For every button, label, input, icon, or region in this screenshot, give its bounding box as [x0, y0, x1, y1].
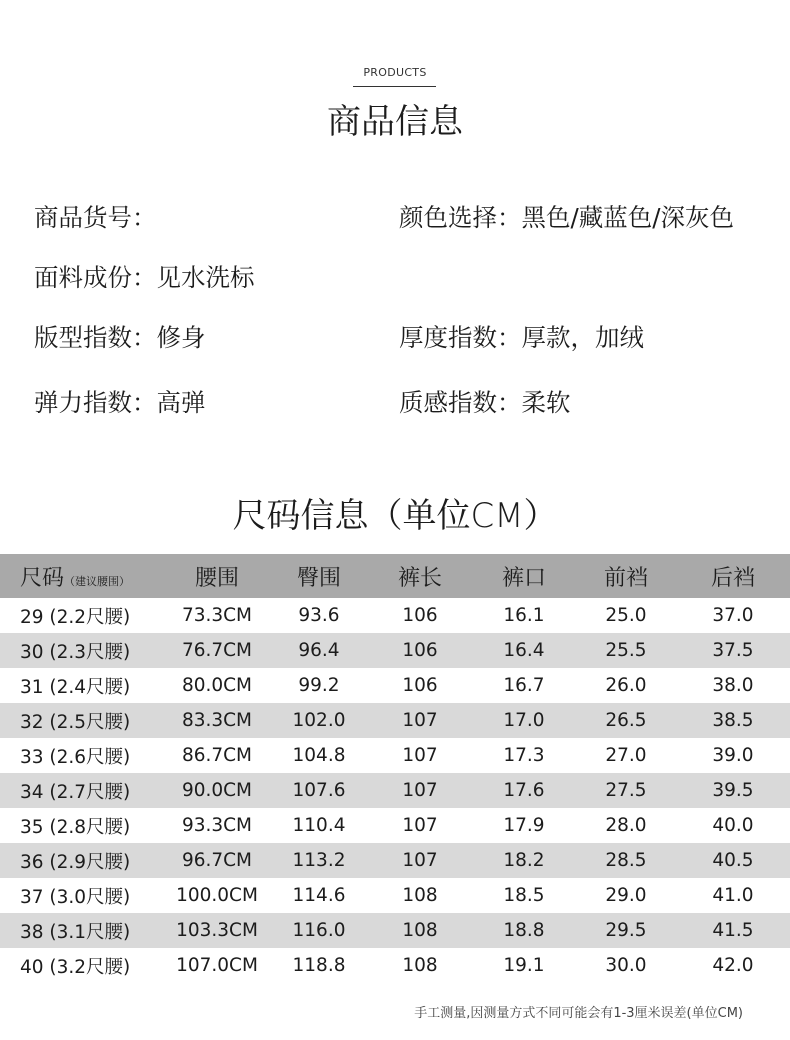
- header-size-hint: （建议腰围）: [64, 574, 131, 588]
- cell-length: 108: [402, 885, 438, 906]
- cell-size: 31 (2.4尺腰): [20, 676, 131, 698]
- cell-back-rise: 41.0: [712, 885, 754, 906]
- info-texture: 质感指数：柔软: [399, 388, 571, 417]
- cell-back-rise: 42.0: [712, 955, 754, 976]
- cell-length: 107: [368, 843, 472, 878]
- cell-leg-opening: 18.5: [503, 885, 545, 906]
- header-hip: 臀围: [270, 554, 368, 598]
- cell-hip: 102.0: [270, 703, 368, 738]
- cell-front-rise: 26.0: [605, 675, 647, 696]
- cell-front-rise: 26.5: [576, 703, 676, 738]
- cell-leg-opening: 19.1: [503, 955, 545, 976]
- cell-length: 108: [368, 913, 472, 948]
- cell-hip: 99.2: [298, 675, 340, 696]
- table-row: [0, 668, 790, 703]
- cell-waist: 76.7CM: [164, 633, 270, 668]
- cell-length: 106: [402, 675, 438, 696]
- cell-front-rise: 30.0: [605, 955, 647, 976]
- cell-length: 108: [402, 955, 438, 976]
- size-table: [0, 554, 790, 983]
- cell-back-rise: 39.5: [676, 773, 790, 808]
- cell-front-rise: 27.0: [605, 745, 647, 766]
- header-size: [0, 554, 164, 598]
- cell-length: 107: [368, 773, 472, 808]
- cell-length: 106: [402, 605, 438, 626]
- table-row: [0, 738, 790, 773]
- products-label: PRODUCTS: [363, 66, 427, 79]
- table-header-row: [0, 554, 790, 598]
- cell-front-rise: 29.5: [576, 913, 676, 948]
- cell-waist: 83.3CM: [164, 703, 270, 738]
- cell-waist: 80.0CM: [181, 675, 253, 696]
- cell-front-rise: 27.5: [576, 773, 676, 808]
- cell-back-rise: 40.5: [676, 843, 790, 878]
- cell-back-rise: 37.0: [712, 605, 754, 626]
- cell-back-rise: 38.0: [712, 675, 754, 696]
- cell-length: 106: [368, 633, 472, 668]
- cell-leg-opening: 16.4: [472, 633, 576, 668]
- cell-waist: 90.0CM: [164, 773, 270, 808]
- cell-leg-opening: 16.7: [503, 675, 545, 696]
- header-back-rise: 后裆: [676, 554, 790, 598]
- cell-leg-opening: 17.9: [503, 815, 545, 836]
- cell-hip: 107.6: [270, 773, 368, 808]
- cell-size: 38 (3.1尺腰): [0, 913, 164, 948]
- header-length: 裤长: [368, 554, 472, 598]
- info-elasticity: 弹力指数：高弹: [34, 388, 206, 417]
- cell-hip: 118.8: [292, 955, 346, 976]
- cell-waist: 100.0CM: [176, 885, 258, 906]
- table-row: [0, 598, 790, 633]
- cell-leg-opening: 18.8: [472, 913, 576, 948]
- table-row: [0, 633, 790, 668]
- section-title-product-info: 商品信息: [327, 102, 463, 142]
- cell-front-rise: 28.0: [605, 815, 647, 836]
- header-front-rise: 前裆: [576, 554, 676, 598]
- header-size-label: 尺码: [20, 565, 65, 591]
- cell-back-rise: 37.5: [676, 633, 790, 668]
- table-row: [0, 773, 790, 808]
- cell-size: 29 (2.2尺腰): [20, 606, 131, 628]
- cell-front-rise: 29.0: [605, 885, 647, 906]
- cell-length: 107: [368, 703, 472, 738]
- cell-waist: 103.3CM: [164, 913, 270, 948]
- cell-back-rise: 41.5: [676, 913, 790, 948]
- products-underline: [353, 86, 436, 87]
- cell-front-rise: 25.5: [576, 633, 676, 668]
- cell-size: 30 (2.3尺腰): [0, 633, 164, 668]
- cell-length: 107: [402, 745, 438, 766]
- cell-leg-opening: 16.1: [503, 605, 545, 626]
- info-color: 颜色选择：黑色/藏蓝色/深灰色: [399, 203, 735, 232]
- footnote: 手工测量,因测量方式不同可能会有1-3厘米误差(单位CM): [414, 1006, 743, 1021]
- cell-hip: 116.0: [270, 913, 368, 948]
- table-row: [0, 808, 790, 843]
- cell-size: 35 (2.8尺腰): [20, 816, 131, 838]
- cell-waist: 107.0CM: [176, 955, 258, 976]
- cell-leg-opening: 17.3: [503, 745, 545, 766]
- header-leg-opening: 裤口: [472, 554, 576, 598]
- cell-size: 34 (2.7尺腰): [0, 773, 164, 808]
- cell-length: 107: [402, 815, 438, 836]
- cell-waist: 73.3CM: [181, 605, 253, 626]
- section-title-size-info: 尺码信息（单位CM）: [232, 496, 558, 536]
- cell-waist: 96.7CM: [164, 843, 270, 878]
- info-item-no: 商品货号：: [34, 203, 157, 232]
- cell-hip: 110.4: [292, 815, 346, 836]
- cell-back-rise: 38.5: [676, 703, 790, 738]
- cell-size: 36 (2.9尺腰): [0, 843, 164, 878]
- cell-size: 37 (3.0尺腰): [20, 886, 131, 908]
- table-row: [0, 843, 790, 878]
- cell-waist: 93.3CM: [181, 815, 253, 836]
- cell-hip: 104.8: [292, 745, 346, 766]
- cell-hip: 96.4: [270, 633, 368, 668]
- cell-back-rise: 40.0: [712, 815, 754, 836]
- info-thickness: 厚度指数：厚款，加绒: [399, 323, 644, 352]
- cell-size: 32 (2.5尺腰): [0, 703, 164, 738]
- table-row: [0, 703, 790, 738]
- cell-leg-opening: 18.2: [472, 843, 576, 878]
- cell-hip: 114.6: [292, 885, 346, 906]
- cell-hip: 93.6: [298, 605, 340, 626]
- info-fabric: 面料成份：见水洗标: [34, 263, 255, 292]
- cell-front-rise: 25.0: [605, 605, 647, 626]
- cell-waist: 86.7CM: [181, 745, 253, 766]
- cell-back-rise: 39.0: [712, 745, 754, 766]
- table-row: [0, 878, 790, 913]
- table-row: [0, 913, 790, 948]
- cell-hip: 113.2: [270, 843, 368, 878]
- table-row: [0, 948, 790, 983]
- cell-front-rise: 28.5: [576, 843, 676, 878]
- cell-leg-opening: 17.6: [472, 773, 576, 808]
- cell-size: 40 (3.2尺腰): [20, 956, 131, 978]
- info-fit: 版型指数：修身: [34, 323, 206, 352]
- header-waist: 腰围: [164, 554, 270, 598]
- cell-leg-opening: 17.0: [472, 703, 576, 738]
- cell-size: 33 (2.6尺腰): [20, 746, 131, 768]
